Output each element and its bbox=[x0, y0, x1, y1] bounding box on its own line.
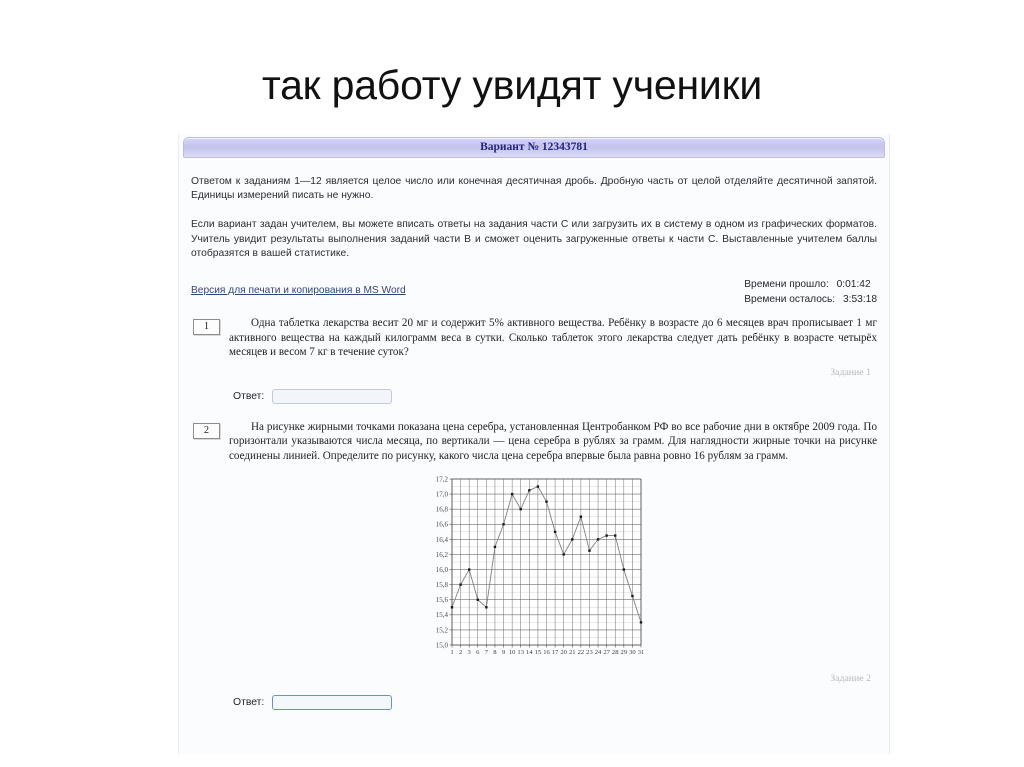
chart-ytick-label: 16,4 bbox=[435, 535, 448, 544]
chart-xtick-label: 24 bbox=[594, 648, 602, 656]
chart-ytick-label: 15,2 bbox=[435, 625, 448, 634]
chart-xtick-label: 27 bbox=[603, 648, 610, 656]
task-number-box-2: 2 bbox=[193, 423, 220, 439]
answer-label-1: Ответ: bbox=[233, 390, 265, 402]
task-block-2 bbox=[191, 420, 877, 710]
chart-ytick-label: 15,8 bbox=[435, 580, 448, 589]
chart-xtick-label: 30 bbox=[629, 648, 636, 656]
chart-ytick-label: 17,0 bbox=[435, 490, 448, 499]
chart-data-point bbox=[580, 515, 582, 517]
chart-xtick-label: 16 bbox=[543, 648, 550, 656]
remaining-time-label: Времени осталось: bbox=[744, 293, 836, 305]
chart-xtick-label: 31 bbox=[637, 648, 645, 656]
chart-data-point bbox=[468, 568, 470, 570]
remaining-time-value: 3:53:18 bbox=[843, 293, 877, 305]
chart-xtick-label: 23 bbox=[586, 648, 593, 656]
panel-body bbox=[179, 175, 889, 710]
chart-data-point bbox=[588, 549, 590, 551]
task-text-2: На рисунке жирными точками показана цена серебра, установленная Центробанком РФ во все рабочие дни в октябре 2009 года. По горизонтали указываются числа месяца, по вертикали — цена серебра в рублях за грамм. Для наглядности жирные точки на рисунке соединены линией. Определите по рисунку, какого числа цена серебра впервые была равна ровно 16 рублям за грамм. bbox=[229, 420, 877, 462]
answer-row-1 bbox=[191, 389, 877, 404]
answer-input-1[interactable] bbox=[272, 389, 392, 404]
silver-price-chart-svg bbox=[419, 473, 649, 669]
chart-xtick-label: 9 bbox=[501, 648, 506, 656]
elapsed-time-label: Времени прошло: bbox=[744, 279, 829, 291]
remaining-time-row bbox=[744, 293, 877, 308]
answer-label-2: Ответ: bbox=[233, 696, 265, 708]
instruction-paragraph-2: Если вариант задан учителем, вы можете вписать ответы на задания части С или загрузить их в систему в одном из графических форматов. Учитель увидит результаты выполнения заданий части В и сможет оценить загруженные ответы к части С. Выставленные учителем баллы отобразятся в вашей статистике. bbox=[191, 219, 877, 259]
chart-ytick-label: 16,8 bbox=[435, 505, 448, 514]
chart-data-point bbox=[477, 598, 479, 600]
chart-xtick-label: 20 bbox=[560, 648, 567, 656]
elapsed-time-row bbox=[744, 278, 877, 293]
chart-ytick-label: 16,2 bbox=[435, 550, 448, 559]
answer-row-2 bbox=[191, 695, 877, 710]
chart-data-point bbox=[459, 583, 461, 585]
chart-ytick-label: 16,0 bbox=[435, 565, 448, 574]
chart-xtick-label: 15 bbox=[534, 648, 542, 656]
chart-data-point bbox=[485, 606, 487, 608]
task-tag-1: Задание 1 bbox=[830, 366, 871, 378]
chart-data-point bbox=[631, 594, 633, 596]
chart-data-point bbox=[451, 606, 453, 608]
chart-data-point bbox=[597, 538, 599, 540]
chart-xtick-label: 14 bbox=[526, 648, 533, 656]
variant-header-label: Вариант № 12343781 bbox=[480, 141, 588, 153]
task-text-1: Одна таблетка лекарства весит 20 мг и содержит 5% активного вещества. Ребёнку в возрасте до 6 месяцев врач прописывает 1 мг активного вещества на каждый килограмм веса в сутки. Сколько таблеток этого лекарства следует дать ребёнку в возрасте четырёх месяцев и весом 7 кг в течение суток? bbox=[229, 317, 877, 359]
task-block-1 bbox=[191, 316, 877, 404]
chart-data-point bbox=[502, 523, 504, 525]
chart-xtick-label: 22 bbox=[577, 648, 585, 656]
chart-data-point bbox=[511, 492, 513, 494]
chart-data-point bbox=[640, 621, 642, 623]
chart-xtick-label: 10 bbox=[508, 648, 516, 656]
chart-xtick-label: 8 bbox=[493, 648, 497, 656]
chart-xtick-label: 29 bbox=[620, 648, 628, 656]
chart-data-point bbox=[537, 485, 539, 487]
chart-ytick-label: 15,0 bbox=[435, 640, 448, 649]
chart-xtick-label: 21 bbox=[568, 648, 576, 656]
chart-ytick-label: 17,2 bbox=[435, 474, 448, 483]
timer-block bbox=[744, 278, 877, 307]
elapsed-time-value: 0:01:42 bbox=[836, 279, 871, 291]
chart-xtick-label: 2 bbox=[458, 648, 463, 656]
task-number-box-1: 1 bbox=[193, 319, 220, 335]
chart-ytick-label: 15,6 bbox=[435, 595, 448, 604]
print-and-timer-row bbox=[191, 280, 877, 312]
chart-ytick-label: 15,4 bbox=[435, 610, 448, 619]
chart-data-point bbox=[528, 489, 530, 491]
chart-xtick-label: 3 bbox=[467, 648, 471, 656]
instruction-paragraph-1: Ответом к заданиям 1—12 является целое число или конечная десятичная дробь. Дробную часть от целой отделяйте десятичной запятой. Единицы измерений писать не нужно. bbox=[191, 176, 877, 202]
chart-data-point bbox=[605, 534, 607, 536]
chart-xtick-label: 6 bbox=[476, 648, 480, 656]
chart-data-point bbox=[494, 545, 496, 547]
print-version-link[interactable]: Версия для печати и копирования в MS Word bbox=[191, 285, 406, 297]
silver-price-chart bbox=[191, 473, 877, 669]
exam-content-panel bbox=[178, 134, 890, 754]
chart-data-point bbox=[520, 508, 522, 510]
chart-data-point bbox=[571, 538, 573, 540]
chart-xtick-label: 28 bbox=[611, 648, 619, 656]
chart-xtick-label: 1 bbox=[450, 648, 454, 656]
chart-xtick-label: 17 bbox=[551, 648, 559, 656]
chart-xtick-label: 13 bbox=[517, 648, 525, 656]
slide-title: так работу увидят ученики bbox=[261, 62, 763, 108]
chart-ytick-label: 16,6 bbox=[435, 520, 448, 529]
chart-data-point bbox=[545, 500, 547, 502]
chart-data-point bbox=[554, 530, 556, 532]
answer-input-2[interactable] bbox=[272, 695, 392, 710]
chart-data-point bbox=[562, 553, 564, 555]
chart-data-point bbox=[614, 534, 616, 536]
chart-data-point bbox=[623, 568, 625, 570]
chart-xtick-label: 7 bbox=[484, 648, 489, 656]
task-tag-2: Задание 2 bbox=[830, 672, 871, 684]
variant-header-bar bbox=[183, 137, 885, 158]
